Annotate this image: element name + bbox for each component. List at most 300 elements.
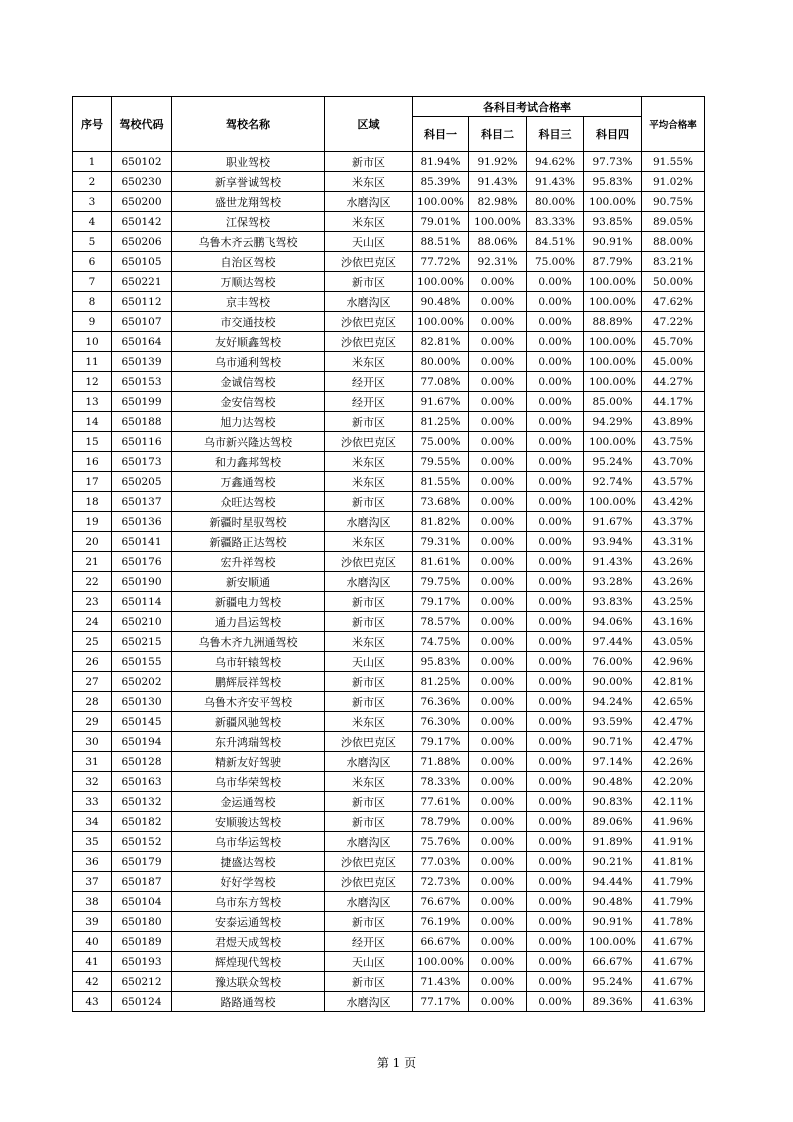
average-cell: 42.26% [642, 752, 705, 772]
subject-2-cell: 0.00% [469, 732, 527, 752]
school-name-cell: 安泰运通驾校 [172, 912, 325, 932]
school-name-cell: 新疆电力驾校 [172, 592, 325, 612]
school-name-cell: 新安顺通 [172, 572, 325, 592]
seq-cell: 31 [73, 752, 112, 772]
table-row [73, 772, 705, 792]
header-subject-4: 科目四 [584, 117, 642, 152]
subject-3-cell: 0.00% [527, 472, 584, 492]
subject-3-cell: 0.00% [527, 492, 584, 512]
subject-4-cell: 90.91% [584, 912, 642, 932]
average-cell: 88.00% [642, 232, 705, 252]
average-cell: 43.37% [642, 512, 705, 532]
school-name-cell: 新疆风驰驾校 [172, 712, 325, 732]
region-cell: 经开区 [325, 372, 413, 392]
code-cell: 650130 [112, 692, 172, 712]
table-row [73, 512, 705, 532]
subject-1-cell: 71.88% [413, 752, 469, 772]
subject-4-cell: 90.48% [584, 772, 642, 792]
code-cell: 650180 [112, 912, 172, 932]
average-cell: 43.16% [642, 612, 705, 632]
average-cell: 42.47% [642, 732, 705, 752]
seq-cell: 21 [73, 552, 112, 572]
table-row [73, 732, 705, 752]
code-cell: 650221 [112, 272, 172, 292]
school-name-cell: 万鑫通驾校 [172, 472, 325, 492]
table-row [73, 872, 705, 892]
code-cell: 650139 [112, 352, 172, 372]
code-cell: 650104 [112, 892, 172, 912]
school-name-cell: 乌市华运驾校 [172, 832, 325, 852]
code-cell: 650114 [112, 592, 172, 612]
subject-1-cell: 100.00% [413, 952, 469, 972]
code-cell: 650215 [112, 632, 172, 652]
subject-3-cell: 0.00% [527, 692, 584, 712]
seq-cell: 11 [73, 352, 112, 372]
code-cell: 650189 [112, 932, 172, 952]
subject-2-cell: 0.00% [469, 432, 527, 452]
school-name-cell: 捷盛达驾校 [172, 852, 325, 872]
subject-2-cell: 0.00% [469, 812, 527, 832]
average-cell: 43.70% [642, 452, 705, 472]
school-name-cell: 乌市华荣驾校 [172, 772, 325, 792]
region-cell: 天山区 [325, 232, 413, 252]
region-cell: 水磨沟区 [325, 752, 413, 772]
code-cell: 650145 [112, 712, 172, 732]
code-cell: 650102 [112, 152, 172, 172]
region-cell: 沙依巴克区 [325, 252, 413, 272]
subject-2-cell: 91.43% [469, 172, 527, 192]
subject-3-cell: 0.00% [527, 712, 584, 732]
subject-2-cell: 92.31% [469, 252, 527, 272]
subject-2-cell: 0.00% [469, 652, 527, 672]
subject-1-cell: 79.75% [413, 572, 469, 592]
region-cell: 米东区 [325, 172, 413, 192]
code-cell: 650193 [112, 952, 172, 972]
seq-cell: 27 [73, 672, 112, 692]
subject-4-cell: 91.43% [584, 552, 642, 572]
average-cell: 90.75% [642, 192, 705, 212]
seq-cell: 13 [73, 392, 112, 412]
average-cell: 91.55% [642, 152, 705, 172]
seq-cell: 17 [73, 472, 112, 492]
region-cell: 水磨沟区 [325, 572, 413, 592]
subject-1-cell: 79.55% [413, 452, 469, 472]
header-subject-3: 科目三 [527, 117, 584, 152]
subject-3-cell: 0.00% [527, 412, 584, 432]
average-cell: 45.00% [642, 352, 705, 372]
region-cell: 新市区 [325, 692, 413, 712]
subject-3-cell: 0.00% [527, 972, 584, 992]
region-cell: 沙依巴克区 [325, 432, 413, 452]
subject-2-cell: 0.00% [469, 472, 527, 492]
table-row [73, 812, 705, 832]
table-row [73, 192, 705, 212]
seq-cell: 6 [73, 252, 112, 272]
seq-cell: 30 [73, 732, 112, 752]
code-cell: 650190 [112, 572, 172, 592]
table-row [73, 692, 705, 712]
school-name-cell: 宏升祥驾校 [172, 552, 325, 572]
average-cell: 44.17% [642, 392, 705, 412]
subject-2-cell: 0.00% [469, 972, 527, 992]
average-cell: 43.57% [642, 472, 705, 492]
code-cell: 650153 [112, 372, 172, 392]
table-row [73, 912, 705, 932]
seq-cell: 12 [73, 372, 112, 392]
code-cell: 650199 [112, 392, 172, 412]
subject-3-cell: 0.00% [527, 892, 584, 912]
seq-cell: 33 [73, 792, 112, 812]
subject-2-cell: 0.00% [469, 572, 527, 592]
subject-3-cell: 0.00% [527, 912, 584, 932]
subject-1-cell: 79.31% [413, 532, 469, 552]
code-cell: 650105 [112, 252, 172, 272]
subject-3-cell: 0.00% [527, 612, 584, 632]
seq-cell: 7 [73, 272, 112, 292]
subject-4-cell: 92.74% [584, 472, 642, 492]
code-cell: 650163 [112, 772, 172, 792]
subject-3-cell: 0.00% [527, 272, 584, 292]
average-cell: 45.70% [642, 332, 705, 352]
seq-cell: 9 [73, 312, 112, 332]
school-name-cell: 通力昌运驾校 [172, 612, 325, 632]
table-row [73, 792, 705, 812]
subject-1-cell: 88.51% [413, 232, 469, 252]
school-name-cell: 自治区驾校 [172, 252, 325, 272]
code-cell: 650179 [112, 852, 172, 872]
region-cell: 米东区 [325, 452, 413, 472]
subject-1-cell: 82.81% [413, 332, 469, 352]
subject-1-cell: 78.79% [413, 812, 469, 832]
subject-4-cell: 100.00% [584, 492, 642, 512]
code-cell: 650141 [112, 532, 172, 552]
subject-4-cell: 93.85% [584, 212, 642, 232]
region-cell: 新市区 [325, 412, 413, 432]
school-name-cell: 盛世龙翔驾校 [172, 192, 325, 212]
subject-2-cell: 0.00% [469, 412, 527, 432]
school-name-cell: 和力鑫邦驾校 [172, 452, 325, 472]
school-name-cell: 乌市东方驾校 [172, 892, 325, 912]
average-cell: 41.81% [642, 852, 705, 872]
subject-2-cell: 0.00% [469, 592, 527, 612]
code-cell: 650202 [112, 672, 172, 692]
seq-cell: 23 [73, 592, 112, 612]
subject-2-cell: 0.00% [469, 492, 527, 512]
seq-cell: 36 [73, 852, 112, 872]
average-cell: 41.96% [642, 812, 705, 832]
school-name-cell: 精新友好驾驶 [172, 752, 325, 772]
subject-3-cell: 0.00% [527, 292, 584, 312]
school-name-cell: 东升鸿瑞驾校 [172, 732, 325, 752]
region-cell: 经开区 [325, 932, 413, 952]
region-cell: 沙依巴克区 [325, 732, 413, 752]
school-name-cell: 众旺达驾校 [172, 492, 325, 512]
average-cell: 43.05% [642, 632, 705, 652]
average-cell: 47.22% [642, 312, 705, 332]
school-name-cell: 金安信驾校 [172, 392, 325, 412]
region-cell: 米东区 [325, 212, 413, 232]
subject-1-cell: 100.00% [413, 192, 469, 212]
seq-cell: 34 [73, 812, 112, 832]
subject-1-cell: 76.19% [413, 912, 469, 932]
seq-cell: 2 [73, 172, 112, 192]
average-cell: 44.27% [642, 372, 705, 392]
seq-cell: 15 [73, 432, 112, 452]
seq-cell: 38 [73, 892, 112, 912]
subject-3-cell: 83.33% [527, 212, 584, 232]
school-name-cell: 鹏辉辰祥驾校 [172, 672, 325, 692]
subject-2-cell: 0.00% [469, 532, 527, 552]
table-row [73, 652, 705, 672]
subject-4-cell: 76.00% [584, 652, 642, 672]
school-name-cell: 豫达联众驾校 [172, 972, 325, 992]
seq-cell: 28 [73, 692, 112, 712]
seq-cell: 42 [73, 972, 112, 992]
region-cell: 沙依巴克区 [325, 312, 413, 332]
average-cell: 43.26% [642, 572, 705, 592]
subject-1-cell: 66.67% [413, 932, 469, 952]
average-cell: 43.31% [642, 532, 705, 552]
table-row [73, 992, 705, 1012]
subject-1-cell: 77.61% [413, 792, 469, 812]
region-cell: 新市区 [325, 812, 413, 832]
subject-4-cell: 90.71% [584, 732, 642, 752]
subject-2-cell: 0.00% [469, 992, 527, 1012]
subject-4-cell: 97.14% [584, 752, 642, 772]
subject-2-cell: 0.00% [469, 872, 527, 892]
subject-2-cell: 0.00% [469, 272, 527, 292]
average-cell: 41.67% [642, 932, 705, 952]
subject-3-cell: 0.00% [527, 332, 584, 352]
subject-2-cell: 91.92% [469, 152, 527, 172]
code-cell: 650132 [112, 792, 172, 812]
school-name-cell: 乌鲁木齐安平驾校 [172, 692, 325, 712]
subject-4-cell: 97.73% [584, 152, 642, 172]
table-row [73, 412, 705, 432]
subject-4-cell: 95.24% [584, 452, 642, 472]
subject-3-cell: 0.00% [527, 832, 584, 852]
average-cell: 91.02% [642, 172, 705, 192]
table-row [73, 212, 705, 232]
page-number: 第 1 页 [376, 1056, 417, 1070]
average-cell: 41.79% [642, 872, 705, 892]
seq-cell: 5 [73, 232, 112, 252]
code-cell: 650205 [112, 472, 172, 492]
code-cell: 650210 [112, 612, 172, 632]
subject-1-cell: 73.68% [413, 492, 469, 512]
subject-4-cell: 90.21% [584, 852, 642, 872]
table-row [73, 152, 705, 172]
subject-4-cell: 88.89% [584, 312, 642, 332]
seq-cell: 43 [73, 992, 112, 1012]
average-cell: 43.89% [642, 412, 705, 432]
region-cell: 沙依巴克区 [325, 552, 413, 572]
subject-1-cell: 79.01% [413, 212, 469, 232]
region-cell: 新市区 [325, 272, 413, 292]
region-cell: 天山区 [325, 652, 413, 672]
header-code: 驾校代码 [112, 97, 172, 152]
subject-3-cell: 0.00% [527, 352, 584, 372]
header-seq: 序号 [73, 97, 112, 152]
subject-1-cell: 77.72% [413, 252, 469, 272]
table-row [73, 832, 705, 852]
subject-1-cell: 71.43% [413, 972, 469, 992]
school-name-cell: 安顺骏达驾校 [172, 812, 325, 832]
subject-3-cell: 0.00% [527, 532, 584, 552]
table-row [73, 452, 705, 472]
subject-4-cell: 91.67% [584, 512, 642, 532]
seq-cell: 18 [73, 492, 112, 512]
subject-3-cell: 0.00% [527, 452, 584, 472]
table-row [73, 952, 705, 972]
subject-2-cell: 0.00% [469, 452, 527, 472]
seq-cell: 14 [73, 412, 112, 432]
subject-1-cell: 81.55% [413, 472, 469, 492]
subject-4-cell: 95.24% [584, 972, 642, 992]
school-name-cell: 乌市通利驾校 [172, 352, 325, 372]
subject-2-cell: 0.00% [469, 892, 527, 912]
code-cell: 650230 [112, 172, 172, 192]
table-row [73, 332, 705, 352]
seq-cell: 4 [73, 212, 112, 232]
code-cell: 650212 [112, 972, 172, 992]
subject-4-cell: 93.83% [584, 592, 642, 612]
subject-4-cell: 90.48% [584, 892, 642, 912]
subject-3-cell: 0.00% [527, 752, 584, 772]
school-name-cell: 职业驾校 [172, 152, 325, 172]
subject-2-cell: 0.00% [469, 912, 527, 932]
subject-3-cell: 0.00% [527, 372, 584, 392]
seq-cell: 1 [73, 152, 112, 172]
region-cell: 新市区 [325, 612, 413, 632]
subject-1-cell: 100.00% [413, 312, 469, 332]
table-row [73, 632, 705, 652]
subject-3-cell: 0.00% [527, 392, 584, 412]
subject-2-cell: 0.00% [469, 332, 527, 352]
table-row [73, 892, 705, 912]
subject-3-cell: 0.00% [527, 852, 584, 872]
school-name-cell: 乌鲁木齐云鹏飞驾校 [172, 232, 325, 252]
region-cell: 米东区 [325, 532, 413, 552]
subject-4-cell: 100.00% [584, 372, 642, 392]
region-cell: 水磨沟区 [325, 892, 413, 912]
code-cell: 650176 [112, 552, 172, 572]
subject-4-cell: 94.29% [584, 412, 642, 432]
subject-1-cell: 78.33% [413, 772, 469, 792]
subject-2-cell: 0.00% [469, 312, 527, 332]
table-row [73, 172, 705, 192]
subject-2-cell: 0.00% [469, 952, 527, 972]
region-cell: 新市区 [325, 672, 413, 692]
table-row [73, 852, 705, 872]
code-cell: 650155 [112, 652, 172, 672]
seq-cell: 41 [73, 952, 112, 972]
seq-cell: 8 [73, 292, 112, 312]
subject-1-cell: 72.73% [413, 872, 469, 892]
average-cell: 42.47% [642, 712, 705, 732]
average-cell: 50.00% [642, 272, 705, 292]
subject-4-cell: 97.44% [584, 632, 642, 652]
school-name-cell: 好好学驾校 [172, 872, 325, 892]
code-cell: 650112 [112, 292, 172, 312]
subject-2-cell: 82.98% [469, 192, 527, 212]
school-name-cell: 江保驾校 [172, 212, 325, 232]
subject-4-cell: 90.91% [584, 232, 642, 252]
school-name-cell: 金诚信驾校 [172, 372, 325, 392]
subject-4-cell: 89.06% [584, 812, 642, 832]
subject-1-cell: 81.61% [413, 552, 469, 572]
code-cell: 650194 [112, 732, 172, 752]
subject-1-cell: 75.76% [413, 832, 469, 852]
subject-2-cell: 0.00% [469, 632, 527, 652]
subject-4-cell: 85.00% [584, 392, 642, 412]
subject-4-cell: 93.28% [584, 572, 642, 592]
subject-2-cell: 0.00% [469, 752, 527, 772]
table-row [73, 272, 705, 292]
seq-cell: 3 [73, 192, 112, 212]
average-cell: 83.21% [642, 252, 705, 272]
pass-rate-table [72, 96, 705, 1012]
subject-2-cell: 0.00% [469, 832, 527, 852]
subject-4-cell: 66.67% [584, 952, 642, 972]
table-row [73, 252, 705, 272]
school-name-cell: 友好顺鑫驾校 [172, 332, 325, 352]
region-cell: 新市区 [325, 972, 413, 992]
seq-cell: 37 [73, 872, 112, 892]
region-cell: 沙依巴克区 [325, 872, 413, 892]
subject-2-cell: 0.00% [469, 712, 527, 732]
average-cell: 42.96% [642, 652, 705, 672]
seq-cell: 16 [73, 452, 112, 472]
code-cell: 650124 [112, 992, 172, 1012]
region-cell: 水磨沟区 [325, 832, 413, 852]
subject-4-cell: 100.00% [584, 272, 642, 292]
subject-4-cell: 100.00% [584, 352, 642, 372]
subject-4-cell: 94.44% [584, 872, 642, 892]
code-cell: 650187 [112, 872, 172, 892]
code-cell: 650182 [112, 812, 172, 832]
table-row [73, 472, 705, 492]
code-cell: 650206 [112, 232, 172, 252]
subject-2-cell: 100.00% [469, 212, 527, 232]
region-cell: 水磨沟区 [325, 512, 413, 532]
table-row [73, 572, 705, 592]
subject-1-cell: 81.25% [413, 412, 469, 432]
region-cell: 新市区 [325, 492, 413, 512]
subject-4-cell: 100.00% [584, 192, 642, 212]
code-cell: 650137 [112, 492, 172, 512]
table-row [73, 752, 705, 772]
subject-1-cell: 81.82% [413, 512, 469, 532]
subject-4-cell: 89.36% [584, 992, 642, 1012]
subject-3-cell: 0.00% [527, 432, 584, 452]
average-cell: 41.91% [642, 832, 705, 852]
region-cell: 新市区 [325, 592, 413, 612]
header-subject-1: 科目一 [413, 117, 469, 152]
subject-1-cell: 76.67% [413, 892, 469, 912]
code-cell: 650136 [112, 512, 172, 532]
subject-3-cell: 94.62% [527, 152, 584, 172]
region-cell: 米东区 [325, 472, 413, 492]
seq-cell: 29 [73, 712, 112, 732]
subject-1-cell: 91.67% [413, 392, 469, 412]
code-cell: 650164 [112, 332, 172, 352]
table-row [73, 292, 705, 312]
subject-3-cell: 0.00% [527, 652, 584, 672]
code-cell: 650152 [112, 832, 172, 852]
table-row [73, 532, 705, 552]
region-cell: 新市区 [325, 152, 413, 172]
